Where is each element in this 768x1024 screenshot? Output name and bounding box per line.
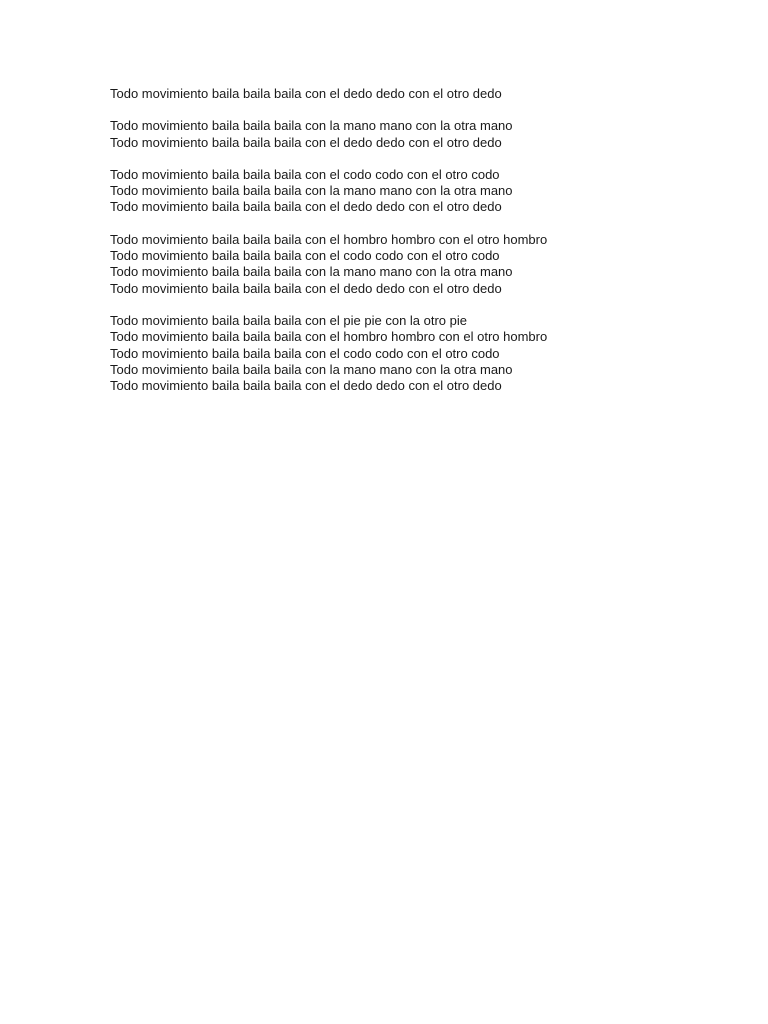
text-line: Todo movimiento baila baila baila con el dedo dedo con el otro dedo	[110, 280, 502, 296]
stanza-2	[110, 118, 670, 151]
text-line: Todo movimiento baila baila baila con la mano mano con la otra mano	[110, 118, 513, 134]
text-line: Todo movimiento baila baila baila con el hombro hombro con el otro hombro	[110, 329, 548, 345]
text-line: Todo movimiento baila baila baila con el dedo dedo con el otro dedo	[110, 378, 502, 394]
text-line: Todo movimiento baila baila baila con el dedo dedo con el otro dedo	[110, 134, 502, 150]
text-line: Todo movimiento baila baila baila con el dedo dedo con el otro dedo	[110, 199, 502, 215]
stanza-1	[110, 86, 670, 102]
document-text-body	[110, 86, 670, 410]
text-line: Todo movimiento baila baila baila con el pie pie con la otro pie	[110, 312, 467, 328]
text-line: Todo movimiento baila baila baila con el codo codo con el otro codo	[110, 345, 500, 361]
text-line: Todo movimiento baila baila baila con la mano mano con la otra mano	[110, 264, 513, 280]
text-line: Todo movimiento baila baila baila con el hombro hombro con el otro hombro	[110, 231, 548, 247]
text-line: Todo movimiento baila baila baila con el codo codo con el otro codo	[110, 166, 500, 182]
stanza-3	[110, 167, 670, 216]
text-line: Todo movimiento baila baila baila con el codo codo con el otro codo	[110, 248, 500, 264]
text-line: Todo movimiento baila baila baila con la mano mano con la otra mano	[110, 361, 513, 377]
text-line: Todo movimiento baila baila baila con la mano mano con la otra mano	[110, 183, 513, 199]
stanza-5	[110, 313, 670, 394]
stanza-4	[110, 232, 670, 297]
text-line: Todo movimiento baila baila baila con el dedo dedo con el otro dedo	[110, 86, 502, 101]
